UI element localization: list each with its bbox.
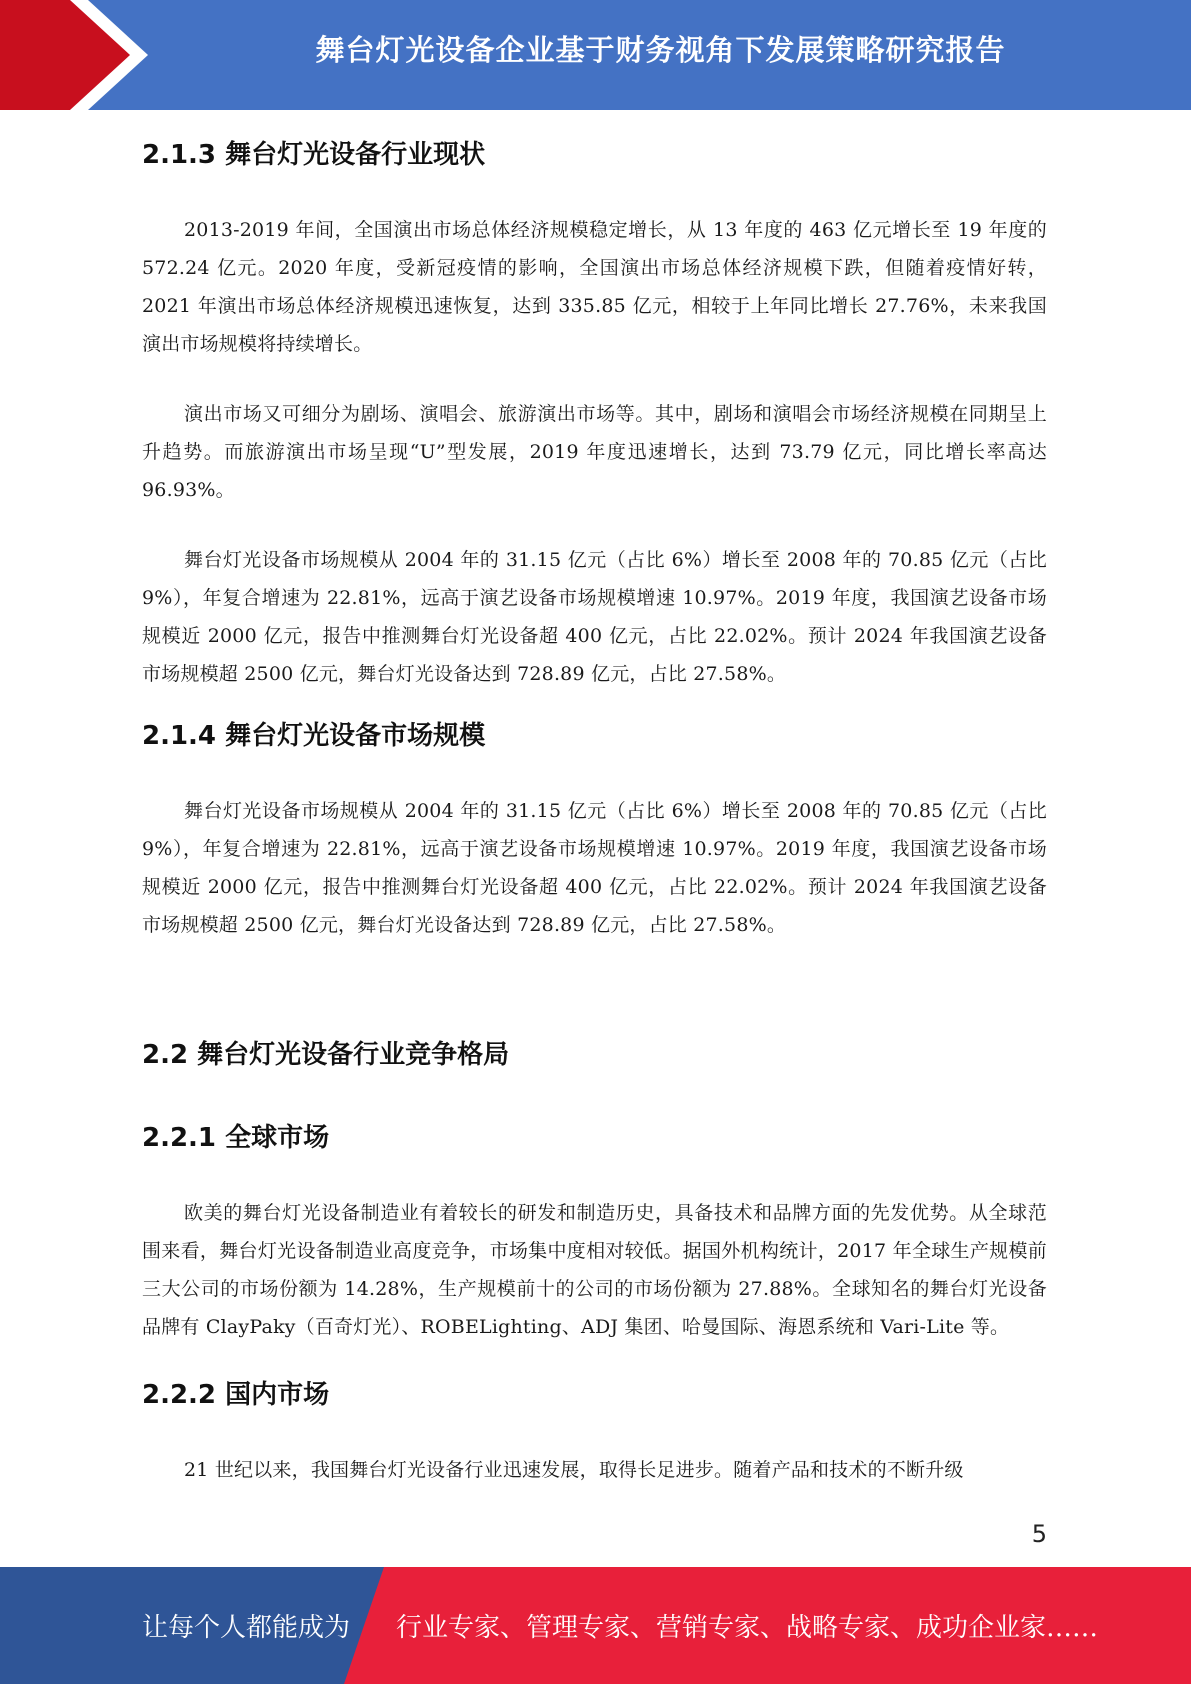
paragraph: 21 世纪以来，我国舞台灯光设备行业迅速发展，取得长足进步。随着产品和技术的不断升级 [184,1459,964,1481]
section-heading: 2.2.1 全球市场 [142,1123,330,1153]
page-number: 5 [1031,1520,1047,1548]
footer-slogan-right: 行业专家、管理专家、营销专家、战略专家、成功企业家…… [396,1613,1099,1643]
footer-slogan-left: 让每个人都能成为 [142,1613,351,1643]
page-footer [0,1567,1191,1684]
paragraph: 舞台灯光设备市场规模从 2004 年的 31.15 亿元（占比 6%）增长至 2008 年的 70.85 亿元（占比 9%），年复合增速为 22.81%，远高于演艺设备市场规模增速 10.97%。2019 年度，我国演艺设备市场规模近 2000 亿元，报告中推测舞台灯光设备超 400 亿元，占比 22.02%。预计 2024 年我国演艺设备市场规模超 2500 亿元，舞台灯光设备达到 728.89 亿元，占比 27.58%。 [142,800,1047,936]
paragraph: 演出市场又可细分为剧场、演唱会、旅游演出市场等。其中，剧场和演唱会市场经济规模在同期呈上升趋势。而旅游演出市场呈现“U”型发展，2019 年度迅速增长，达到 73.79 亿元，同比增长率高达 96.93%。 [142,403,1047,501]
paragraph: 舞台灯光设备市场规模从 2004 年的 31.15 亿元（占比 6%）增长至 2008 年的 70.85 亿元（占比 9%），年复合增速为 22.81%，远高于演艺设备市场规模增速 10.97%。2019 年度，我国演艺设备市场规模近 2000 亿元，报告中推测舞台灯光设备超 400 亿元，占比 22.02%。预计 2024 年我国演艺设备市场规模超 2500 亿元，舞台灯光设备达到 728.89 亿元，占比 27.58%。 [142,549,1047,685]
page-header [0,0,1191,110]
header-title: 舞台灯光设备企业基于财务视角下发展策略研究报告 [315,33,1006,67]
paragraph: 2013-2019 年间，全国演出市场总体经济规模稳定增长，从 13 年度的 463 亿元增长至 19 年度的 572.24 亿元。2020 年度，受新冠疫情的影响，全国演出市场总体经济规模下跌，但随着疫情好转，2021 年演出市场总体经济规模迅速恢复，达到 335.85 亿元，相较于上年同比增长 27.76%，未来我国演出市场规模将持续增长。 [142,219,1047,355]
document-body [142,110,1047,1489]
section-heading: 2.1.3 舞台灯光设备行业现状 [142,140,486,170]
paragraph: 欧美的舞台灯光设备制造业有着较长的研发和制造历史，具备技术和品牌方面的先发优势。从全球范围来看，舞台灯光设备制造业高度竞争，市场集中度相对较低。据国外机构统计，2017 年全球生产规模前三大公司的市场份额为 14.28%，生产规模前十的公司的市场份额为 27.88%。全球知名的舞台灯光设备品牌有 ClayPaky（百奇灯光）、ROBELighting、ADJ 集团、哈曼国际、海恩系统和 Vari-Lite 等。 [142,1202,1047,1338]
section-heading: 2.1.4 舞台灯光设备市场规模 [142,721,486,751]
section-heading: 2.2.2 国内市场 [142,1380,330,1410]
section-heading: 2.2 舞台灯光设备行业竞争格局 [142,1040,510,1070]
